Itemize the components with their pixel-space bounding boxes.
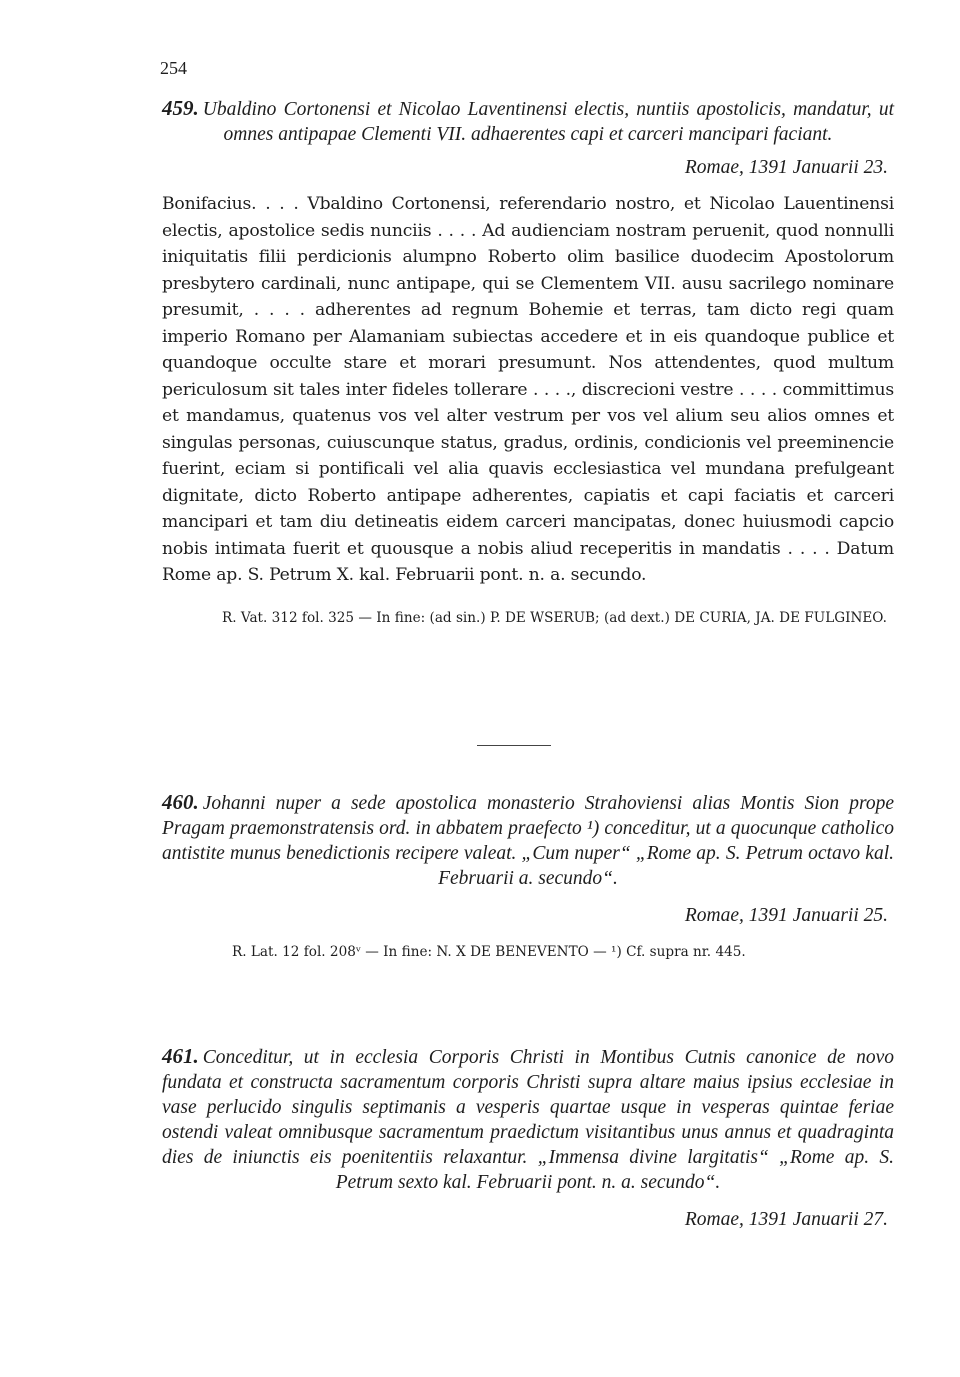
entry-number: 461. (162, 1044, 199, 1068)
entry-heading (162, 96, 894, 147)
entry-number: 460. (162, 790, 199, 814)
entry-summary: Ubaldino Cortonensi et Nicolao Laventinensi electis, nuntiis apostolicis, mandatur, ut omnes antipapae Clementi VII. adhaerentes capi et carceri mancipari faciant. (202, 99, 894, 145)
entry-heading (162, 790, 894, 891)
entry-dateline: Romae, 1391 Januarii 27. (684, 1209, 888, 1230)
entry-note: R. Lat. 12 fol. 208ᵛ — In fine: N. X DE BENEVENTO — ¹) Cf. supra nr. 445. (232, 944, 746, 960)
entry-summary: Johanni nuper a sede apostolica monasterio Strahoviensi alias Montis Sion prope Pragam praemonstratensis ord. in abbatem praefecto ¹) conceditur, ut a quocunque catholico antistite munus benedictionis recipere valeat. „Cum nuper“ „Rome ap. S. Petrum octavo kal. Februarii a. secundo“. (162, 793, 894, 889)
entry-459 (162, 96, 894, 629)
section-divider (477, 745, 551, 746)
entry-heading (162, 1044, 894, 1195)
entry-461 (162, 1044, 894, 1231)
entry-body: Bonifacius. . . . Vbaldino Cortonensi, referendario nostro, et Nicolao Lauentinensi electis, apostolice sedis nunciis . . . . Ad audienciam nostram peruenit, quod nonnulli iniquitatis filii perdicionis alumpno Roberto olim basilice duodecim Apostolorum presbytero cardinali, nunc antipape, qui se Clementem VII. ausu sacrilego nominare presumit, . . . . adherentes ad regnum Bohemie et terras, tam dicto regi quam imperio Romano per Alamaniam subiectas accedere et in eis quandoque publice et quandoque occulte stare et morari presumunt. Nos attendentes, quod multum periculosum sit tales inter fideles tollerare . . . ., discrecioni vestre . . . . committimus et mandamus, quatenus vos vel alter vestrum per vos vel alium seu alios omnes et singulas personas, cuiuscunque status, gradus, ordinis, condicionis vel preeminencie fuerint, eciam si pontificali vel alia quavis ecclesiastica vel mundana prefulgeant dignitate, dicto Roberto antipape adherentes, capiatis et capi faciatis et carceri mancipari et tam diu detineatis eidem carceri mancipatas, donec huiusmodi capcio nobis intimata fuerit et quousque a nobis aliud receperitis in mandatis . . . . Datum Rome ap. S. Petrum X. kal. Februarii pont. n. a. secundo. (162, 194, 894, 585)
page-number: 254 (160, 58, 187, 78)
entry-dateline: Romae, 1391 Januarii 23. (684, 157, 888, 178)
entry-note: R. Vat. 312 fol. 325 — In fine: (ad sin.) P. DE WSERUB; (ad dext.) DE CURIA, JA. DE FULGINEO. (222, 609, 887, 626)
entry-460 (162, 790, 894, 963)
entry-number: 459. (162, 96, 199, 120)
entry-summary: Conceditur, ut in ecclesia Corporis Christi in Montibus Cutnis canonice de novo fundata et constructa sacramentum corporis Christi supra altare maius ipsius ecclesiae in vase perlucido singulis septimanis a vesperis quartae usque in vesperas quintae feriae ostendi valeat omnibusque sacramentum praedictum visitantibus unus annus et quadraginta dies de iniunctis eis poenitentiis relaxantur. „Immensa divine largitatis“ „Rome ap. S. Petrum sexto kal. Februarii pont. n. a. secundo“. (162, 1047, 894, 1193)
entry-dateline: Romae, 1391 Januarii 25. (684, 905, 888, 926)
